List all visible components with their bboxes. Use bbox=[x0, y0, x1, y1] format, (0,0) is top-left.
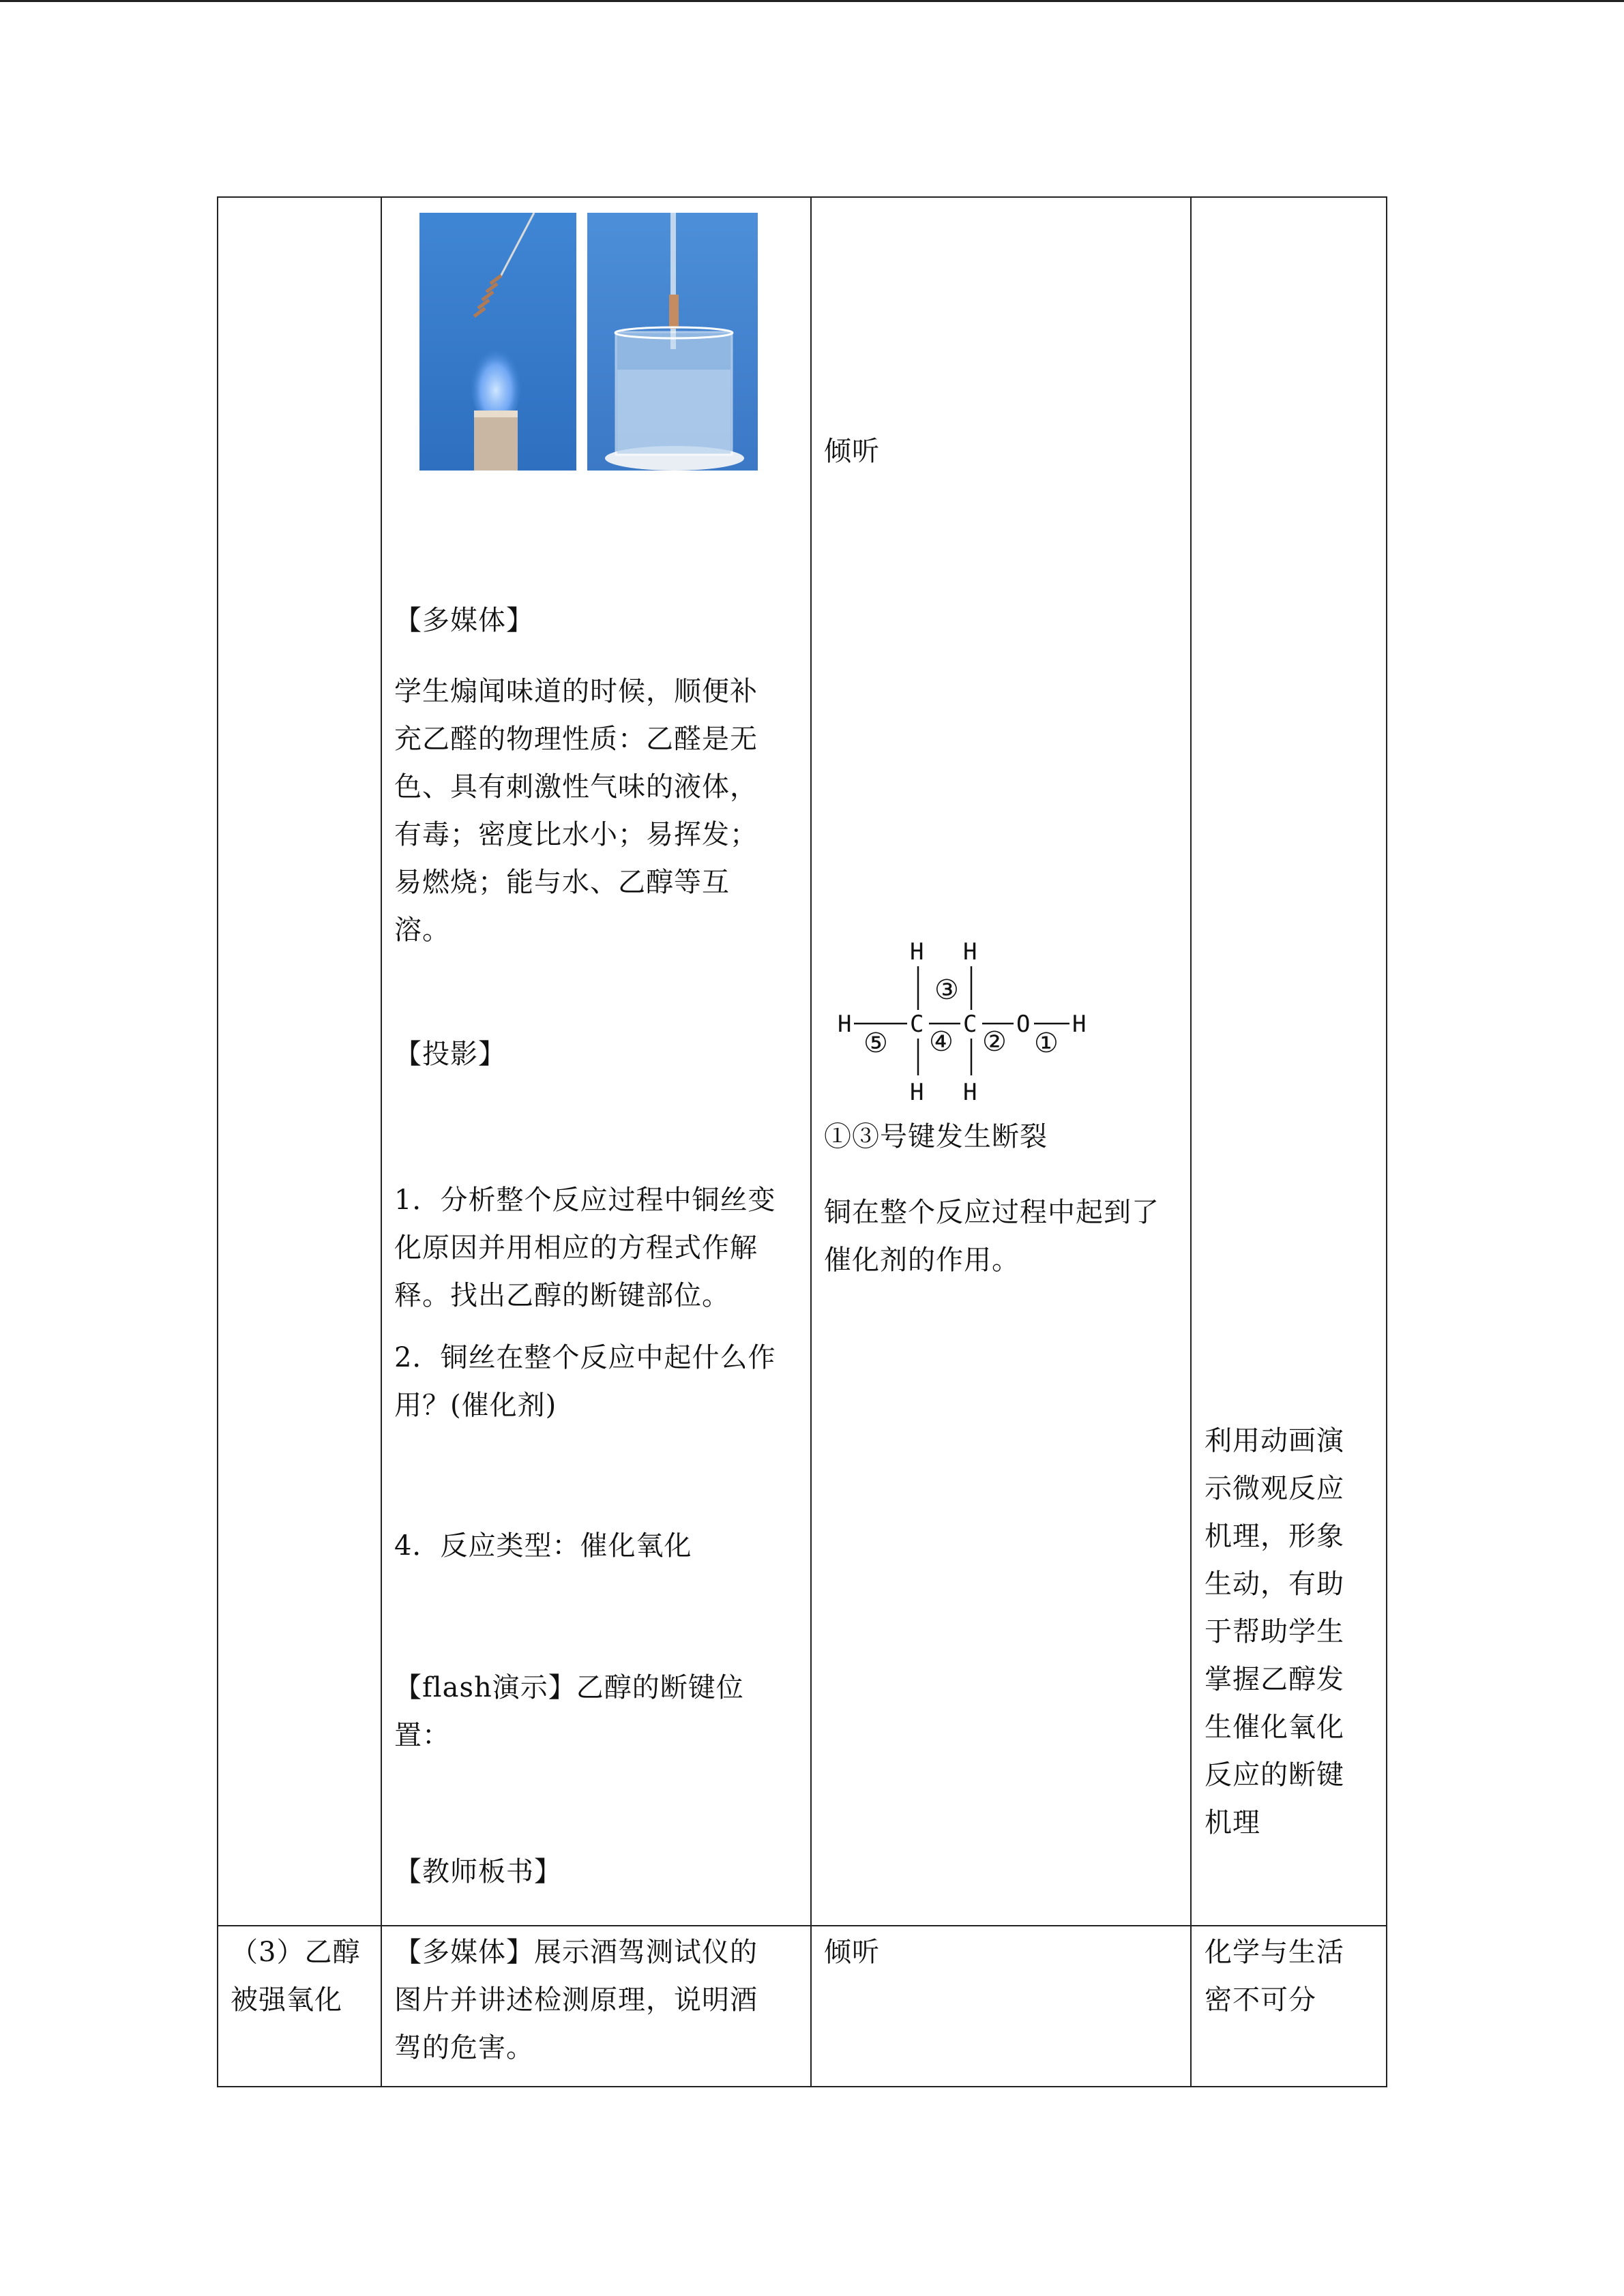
bond-break-note: ①③号键发生断裂 bbox=[824, 1121, 1048, 1152]
table-border-right bbox=[1386, 196, 1387, 2087]
flash-demo-text: 【flash演示】乙醇的断键位置： bbox=[394, 1672, 744, 1751]
question-4: 4．反应类型：催化氧化 bbox=[394, 1530, 692, 1562]
atom-c-1: C bbox=[910, 1011, 924, 1038]
ethanol-structure-diagram bbox=[833, 931, 1093, 1108]
design-intent-row2: 化学与生活密不可分 bbox=[1205, 1937, 1344, 2016]
bond-number-2: ② bbox=[982, 1026, 1007, 1058]
atom-h-right: H bbox=[1072, 1011, 1087, 1038]
table-border-left bbox=[217, 196, 218, 2087]
teacher-activity-row2: 【多媒体】展示酒驾测试仪的图片并讲述检测原理，说明酒驾的危害。 bbox=[394, 1937, 758, 2063]
student-activity-row2: 倾听 bbox=[824, 1937, 880, 1968]
student-listen: 倾听 bbox=[824, 436, 880, 467]
bond-number-1: ① bbox=[1034, 1028, 1059, 1059]
row-divider bbox=[217, 1925, 1387, 1926]
board-writing-heading: 【教师板书】 bbox=[394, 1856, 562, 1888]
atom-h-left: H bbox=[838, 1011, 852, 1038]
question-1: 1．分析整个反应过程中铜丝变化原因并用相应的方程式作解释。找出乙醇的断键部位。 bbox=[394, 1184, 776, 1311]
atom-h-bottom-2: H bbox=[963, 1079, 977, 1106]
atom-h-top-1: H bbox=[910, 938, 924, 966]
table-border-bottom bbox=[217, 2086, 1387, 2087]
question-2: 2．铜丝在整个反应中起什么作用？(催化剂) bbox=[394, 1342, 776, 1421]
catalyst-note: 铜在整个反应过程中起到了催化剂的作用。 bbox=[824, 1197, 1160, 1276]
table-border-top bbox=[217, 196, 1387, 198]
atom-h-bottom-1: H bbox=[910, 1079, 924, 1106]
atom-h-top-2: H bbox=[963, 938, 977, 966]
photo-copper-wire-flame bbox=[419, 213, 576, 471]
photo-copper-wire-beaker bbox=[587, 213, 758, 471]
multimedia-text: 学生煽闻味道的时候，顺便补充乙醛的物理性质：乙醛是无色、具有刺激性气味的液体，有毒；密度比水小；易挥发；易燃烧；能与水、乙醇等互溶。 bbox=[394, 676, 758, 946]
design-intent-row1: 利用动画演示微观反应机理，形象生动，有助于帮助学生掌握乙醇发生催化氧化反应的断键机理 bbox=[1205, 1425, 1344, 1838]
bond-number-5: ⑤ bbox=[863, 1028, 888, 1059]
atom-c-2: C bbox=[963, 1011, 977, 1038]
page-top-border bbox=[0, 0, 1624, 2]
bond-number-3: ③ bbox=[934, 974, 959, 1006]
column-divider-2 bbox=[810, 196, 812, 2087]
projection-heading: 【投影】 bbox=[394, 1039, 506, 1070]
multimedia-heading: 【多媒体】 bbox=[394, 605, 534, 636]
column-divider-1 bbox=[381, 196, 382, 2087]
atom-o: O bbox=[1016, 1011, 1031, 1038]
stage-label-row2: （3）乙醇被强氧化 bbox=[231, 1937, 361, 2016]
bond-number-4: ④ bbox=[929, 1026, 954, 1058]
